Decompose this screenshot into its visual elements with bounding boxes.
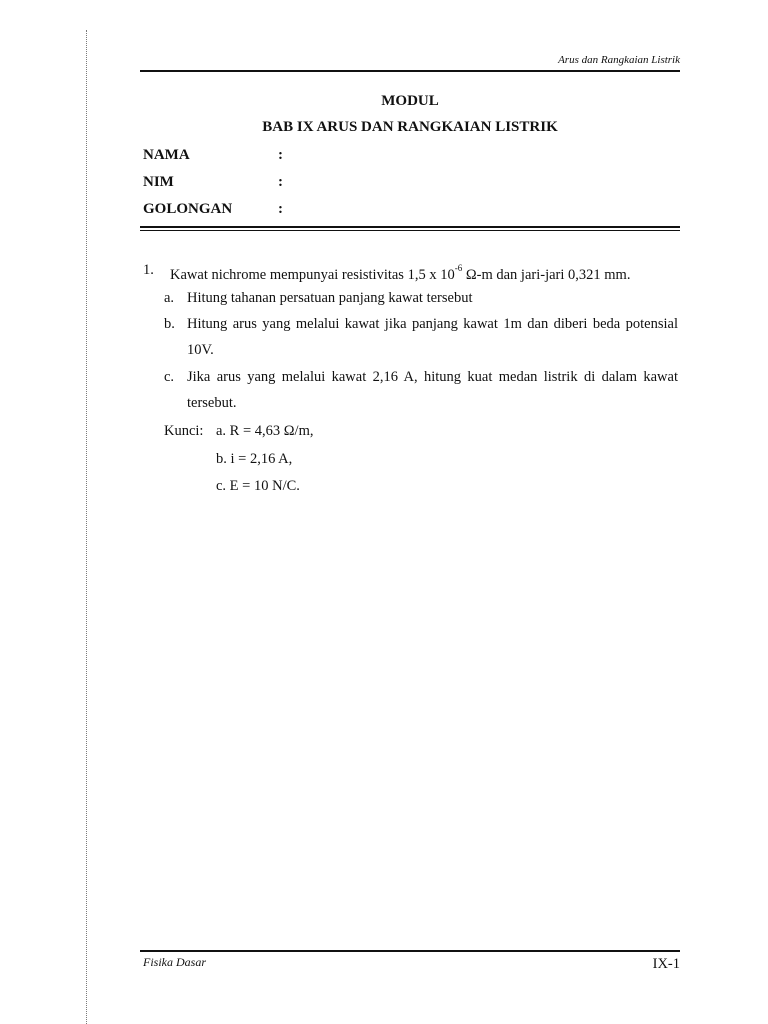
exponent: -6 (454, 263, 463, 273)
section-rule-thin (140, 230, 680, 231)
footer-rule (140, 950, 680, 952)
running-header: Arus dan Rangkaian Listrik (558, 54, 680, 66)
section-rule-thick (140, 226, 680, 228)
field-nama (143, 147, 283, 164)
part-label: a. (164, 290, 175, 306)
margin-dotted-line (86, 30, 87, 1024)
answer-key-label: Kunci: (164, 423, 204, 439)
field-colon: : (278, 174, 283, 190)
field-colon: : (278, 201, 283, 217)
chapter-title: BAB IX ARUS DAN RANGKAIAN LISTRIK (262, 119, 558, 135)
answer-c: c. E = 10 N/C. (216, 478, 300, 494)
field-nim (143, 174, 283, 191)
page-number: IX-1 (652, 956, 680, 972)
footer-course: Fisika Dasar (143, 955, 206, 969)
answer-b: b. i = 2,16 A, (216, 451, 293, 467)
module-title: MODUL (381, 93, 439, 109)
part-label: c. (164, 369, 175, 385)
field-colon: : (278, 147, 283, 163)
part-label: b. (164, 316, 175, 332)
part-text: Hitung tahanan persatuan panjang kawat tersebut (187, 290, 473, 306)
answer-a: a. R = 4,63 Ω/m, (216, 423, 314, 439)
field-golongan (143, 201, 283, 218)
part-text: Jika arus yang melalui kawat 2,16 A, hitung kuat medan listrik di dalam kawat tersebut. (187, 369, 678, 411)
question-text: Kawat nichrome mempunyai resistivitas 1,5 x $10^{-6}$ Ω-m dan jari-jari 0,321 mm. (170, 263, 631, 283)
field-label: NAMA (143, 147, 190, 163)
part-text: Hitung arus yang melalui kawat jika panjang kawat 1m dan diberi beda potensial 10V. (187, 316, 678, 358)
field-label: GOLONGAN (143, 201, 233, 217)
field-label: NIM (143, 174, 174, 190)
header-rule (140, 70, 680, 72)
question-number: 1. (143, 262, 154, 278)
